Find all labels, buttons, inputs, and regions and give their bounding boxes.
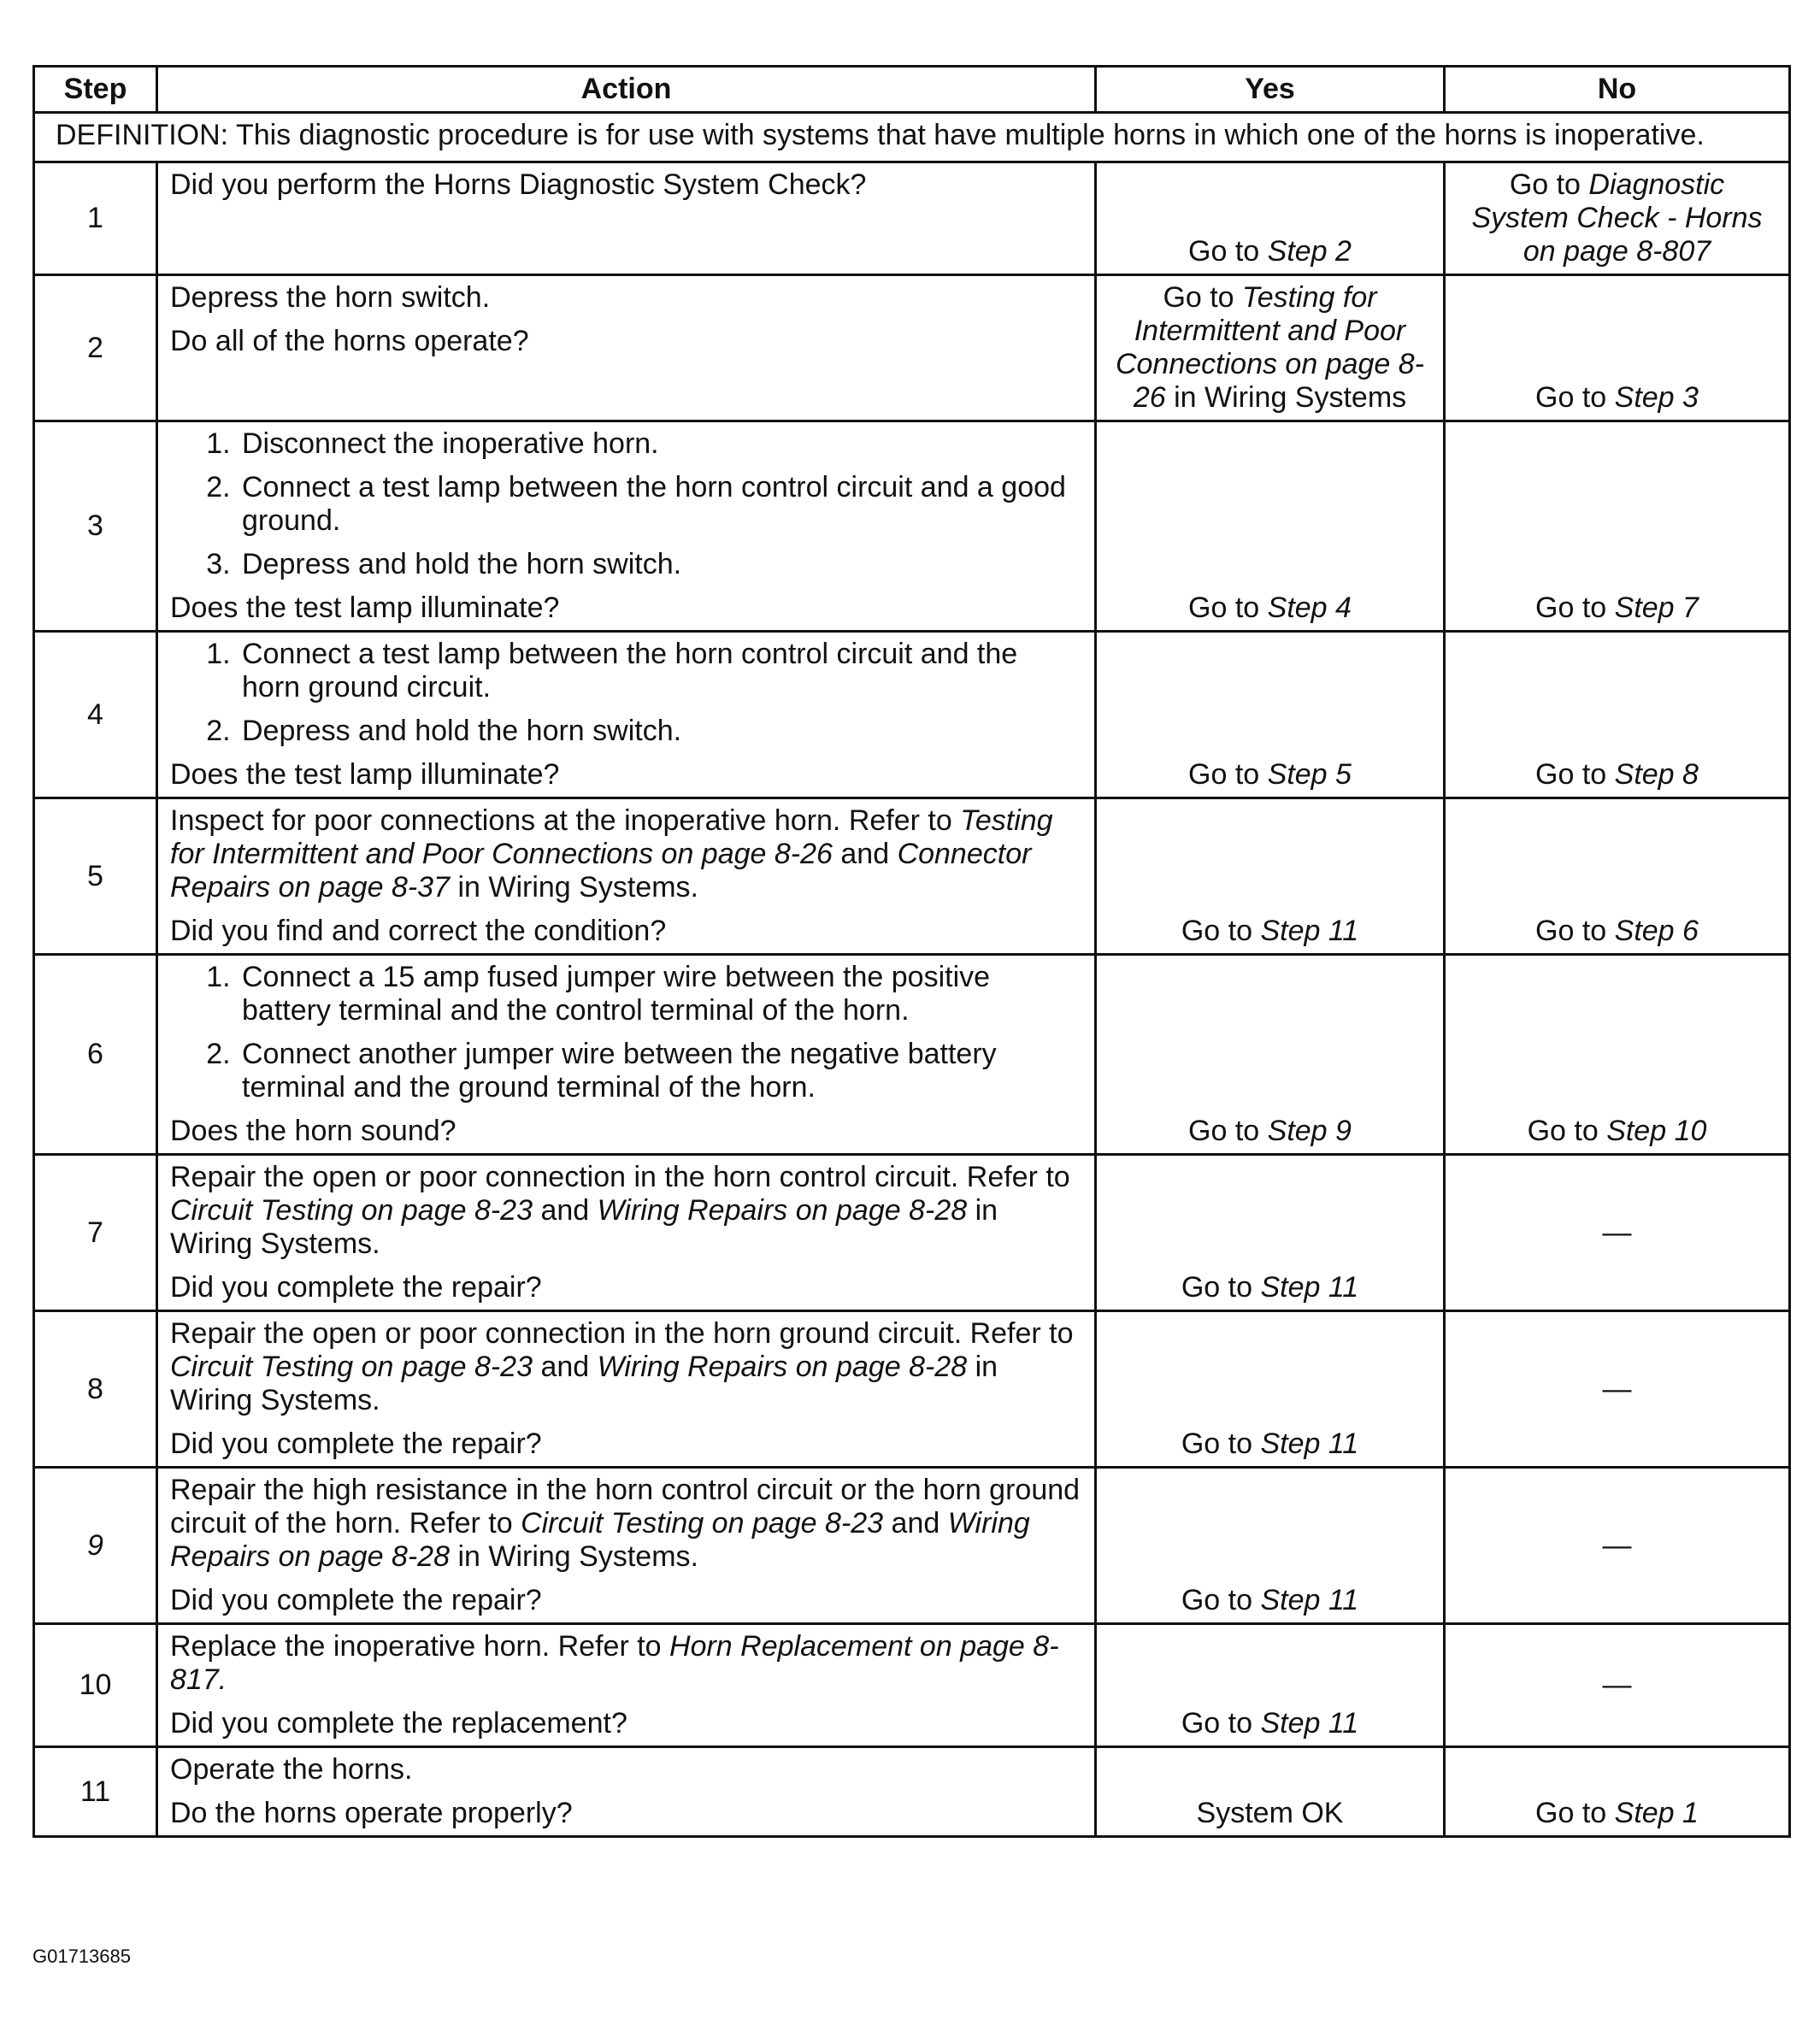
text-run: Go to bbox=[1181, 1584, 1261, 1616]
action-paragraph bbox=[170, 1707, 1082, 1740]
substep-list bbox=[170, 638, 1082, 748]
action-paragraph bbox=[170, 1271, 1082, 1304]
step-action bbox=[157, 798, 1096, 955]
step-row bbox=[34, 421, 1790, 632]
text-run: Go to bbox=[1535, 592, 1615, 624]
step-number: 3 bbox=[34, 421, 157, 632]
cross-reference: Step 3 bbox=[1614, 381, 1699, 414]
text-run: Go to bbox=[1509, 168, 1589, 201]
no-result bbox=[1445, 798, 1790, 955]
text-run: Did you complete the repair? bbox=[170, 1584, 542, 1616]
step-number: 6 bbox=[34, 955, 157, 1155]
cross-reference: Step 11 bbox=[1260, 1584, 1359, 1616]
yes-result bbox=[1096, 275, 1445, 421]
text-run: Repair the open or poor connection in the horn ground circuit. Refer to bbox=[170, 1317, 1074, 1350]
text-run: Connect a 15 amp fused jumper wire between the positive battery terminal and the control terminal of the horn. bbox=[242, 961, 991, 1027]
no-result bbox=[1445, 1155, 1790, 1311]
action-paragraph bbox=[170, 1630, 1082, 1697]
action-paragraph bbox=[170, 804, 1082, 904]
diagnostic-table-sheet bbox=[32, 65, 1788, 1838]
action-paragraph bbox=[170, 1428, 1082, 1461]
cross-reference: Connector Repairs on page 8-37 bbox=[170, 838, 1032, 904]
yes-result bbox=[1096, 955, 1445, 1155]
step-row bbox=[34, 1624, 1790, 1747]
cross-reference: Step 10 bbox=[1606, 1115, 1707, 1147]
substep-list bbox=[170, 961, 1082, 1104]
step-action bbox=[157, 1624, 1096, 1747]
cross-reference: Testing for Intermittent and Poor Connections on page 8-26 bbox=[170, 804, 1053, 870]
cross-reference: Step 6 bbox=[1614, 915, 1699, 947]
yes-result bbox=[1096, 632, 1445, 798]
step-action bbox=[157, 1747, 1096, 1837]
header-yes: Yes bbox=[1096, 67, 1445, 113]
yes-result bbox=[1096, 1747, 1445, 1837]
step-number: 4 bbox=[34, 632, 157, 798]
action-paragraph bbox=[170, 1115, 1082, 1148]
step-number: 7 bbox=[34, 1155, 157, 1311]
yes-result bbox=[1096, 162, 1445, 275]
yes-result bbox=[1096, 1155, 1445, 1311]
yes-result bbox=[1096, 421, 1445, 632]
table-header-row bbox=[34, 67, 1790, 113]
step-action bbox=[157, 1468, 1096, 1624]
step-row bbox=[34, 1747, 1790, 1837]
text-run: Disconnect the inoperative horn. bbox=[242, 427, 659, 460]
text-run: and bbox=[883, 1507, 948, 1539]
cross-reference: Wiring Repairs on page 8-28 bbox=[170, 1507, 1030, 1573]
yes-result bbox=[1096, 1311, 1445, 1468]
text-run: and bbox=[533, 1351, 598, 1383]
step-number: 8 bbox=[34, 1311, 157, 1468]
no-result bbox=[1445, 955, 1790, 1155]
no-result bbox=[1445, 1311, 1790, 1468]
text-run: Depress and hold the horn switch. bbox=[242, 548, 682, 580]
step-row bbox=[34, 162, 1790, 275]
text-run: — bbox=[1602, 1372, 1632, 1405]
text-run: Depress the horn switch. bbox=[170, 281, 491, 314]
text-run: Did you perform the Horns Diagnostic System Check? bbox=[170, 168, 867, 201]
step-number: 2 bbox=[34, 275, 157, 421]
step-action bbox=[157, 1155, 1096, 1311]
no-result bbox=[1445, 632, 1790, 798]
step-row bbox=[34, 1468, 1790, 1624]
cross-reference: Step 4 bbox=[1267, 592, 1352, 624]
header-no: No bbox=[1445, 67, 1790, 113]
action-paragraph bbox=[170, 1474, 1082, 1574]
cross-reference: Step 8 bbox=[1614, 758, 1699, 791]
header-action: Action bbox=[157, 67, 1096, 113]
action-paragraph bbox=[170, 1753, 1082, 1787]
text-run: Does the test lamp illuminate? bbox=[170, 592, 560, 624]
substep-item bbox=[239, 471, 1082, 538]
text-run: Go to bbox=[1181, 1271, 1261, 1304]
figure-id: G01713685 bbox=[32, 1946, 131, 1967]
yes-result bbox=[1096, 1468, 1445, 1624]
cross-reference: Circuit Testing on page 8-23 bbox=[521, 1507, 884, 1539]
text-run: Depress and hold the horn switch. bbox=[242, 715, 682, 747]
text-run: Go to bbox=[1163, 281, 1243, 314]
text-run: Does the horn sound? bbox=[170, 1115, 456, 1147]
substep-item bbox=[239, 638, 1082, 704]
action-paragraph bbox=[170, 915, 1082, 948]
yes-result bbox=[1096, 798, 1445, 955]
text-run: Did you complete the replacement? bbox=[170, 1707, 627, 1740]
step-number: 11 bbox=[34, 1747, 157, 1837]
cross-reference: Step 9 bbox=[1267, 1115, 1352, 1147]
action-paragraph bbox=[170, 1797, 1082, 1830]
text-run: Did you find and correct the condition? bbox=[170, 915, 667, 947]
text-run: Go to bbox=[1535, 758, 1615, 791]
no-result bbox=[1445, 275, 1790, 421]
step-action bbox=[157, 632, 1096, 798]
action-paragraph bbox=[170, 592, 1082, 625]
action-paragraph bbox=[170, 758, 1082, 792]
substep-item bbox=[239, 427, 1082, 461]
substep-list bbox=[170, 427, 1082, 581]
text-run: and bbox=[533, 1194, 598, 1227]
action-paragraph bbox=[170, 1584, 1082, 1617]
step-action bbox=[157, 955, 1096, 1155]
cross-reference: Step 11 bbox=[1260, 915, 1359, 947]
text-run: Replace the inoperative horn. Refer to bbox=[170, 1630, 670, 1663]
text-run: Connect a test lamp between the horn control circuit and a good ground. bbox=[242, 471, 1066, 537]
substep-item bbox=[239, 548, 1082, 581]
text-run: and bbox=[832, 838, 898, 870]
text-run: Repair the open or poor connection in the horn control circuit. Refer to bbox=[170, 1161, 1070, 1193]
text-run: Inspect for poor connections at the inoperative horn. Refer to bbox=[170, 804, 961, 837]
step-row bbox=[34, 955, 1790, 1155]
cross-reference: Step 7 bbox=[1614, 592, 1699, 624]
step-number: 9 bbox=[34, 1468, 157, 1624]
text-run: Go to bbox=[1188, 1115, 1268, 1147]
step-row bbox=[34, 1311, 1790, 1468]
text-run: in Wiring Systems. bbox=[170, 1351, 998, 1416]
text-run: in Wiring Systems. bbox=[450, 1540, 698, 1573]
text-run: Connect another jumper wire between the negative battery terminal and the ground terminal of the horn. bbox=[242, 1038, 997, 1104]
text-run: in Wiring Systems bbox=[1165, 381, 1407, 414]
step-action bbox=[157, 275, 1096, 421]
cross-reference: Wiring Repairs on page 8-28 bbox=[597, 1351, 968, 1383]
substep-item bbox=[239, 715, 1082, 748]
step-number: 5 bbox=[34, 798, 157, 955]
no-result bbox=[1445, 1624, 1790, 1747]
substep-item bbox=[239, 961, 1082, 1027]
text-run: — bbox=[1602, 1528, 1632, 1562]
header-step: Step bbox=[34, 67, 157, 113]
cross-reference: Horn Replacement on page 8-817. bbox=[170, 1630, 1059, 1696]
cross-reference: Step 1 bbox=[1614, 1797, 1699, 1829]
step-action bbox=[157, 162, 1096, 275]
text-run: in Wiring Systems. bbox=[450, 871, 698, 904]
text-run: Go to bbox=[1535, 915, 1615, 947]
definition-text: DEFINITION: This diagnostic procedure is for use with systems that have multiple horns in which one of the horns is inoperative. bbox=[34, 113, 1790, 162]
step-action bbox=[157, 421, 1096, 632]
definition-row bbox=[34, 113, 1790, 162]
text-run: Go to bbox=[1188, 592, 1268, 624]
cross-reference: Circuit Testing on page 8-23 bbox=[170, 1194, 533, 1227]
no-result bbox=[1445, 421, 1790, 632]
action-paragraph bbox=[170, 1161, 1082, 1261]
cross-reference: Step 5 bbox=[1267, 758, 1352, 791]
text-run: System OK bbox=[1196, 1797, 1344, 1829]
action-paragraph bbox=[170, 281, 1082, 315]
text-run: — bbox=[1602, 1669, 1632, 1701]
substep-item bbox=[239, 1038, 1082, 1104]
step-row bbox=[34, 632, 1790, 798]
cross-reference: Diagnostic System Check - Horns on page 8-807 bbox=[1471, 168, 1763, 268]
cross-reference: Wiring Repairs on page 8-28 bbox=[597, 1194, 968, 1227]
no-result bbox=[1445, 1468, 1790, 1624]
step-number: 1 bbox=[34, 162, 157, 275]
text-run: Did you complete the repair? bbox=[170, 1428, 542, 1460]
text-run: Did you complete the repair? bbox=[170, 1271, 542, 1304]
no-result bbox=[1445, 1747, 1790, 1837]
text-run: Go to bbox=[1188, 235, 1268, 268]
cross-reference: Circuit Testing on page 8-23 bbox=[170, 1351, 533, 1383]
text-run: Do the horns operate properly? bbox=[170, 1797, 573, 1829]
no-result bbox=[1445, 162, 1790, 275]
cross-reference: Step 11 bbox=[1260, 1707, 1359, 1740]
text-run: Does the test lamp illuminate? bbox=[170, 758, 560, 791]
step-row bbox=[34, 275, 1790, 421]
step-number: 10 bbox=[34, 1624, 157, 1747]
text-run: Go to bbox=[1535, 381, 1615, 414]
cross-reference: Step 2 bbox=[1267, 235, 1352, 268]
step-row bbox=[34, 798, 1790, 955]
text-run: Connect a test lamp between the horn control circuit and the horn ground circuit. bbox=[242, 638, 1018, 703]
text-run: in Wiring Systems. bbox=[170, 1194, 998, 1260]
text-run: Go to bbox=[1188, 758, 1268, 791]
text-run: Repair the high resistance in the horn control circuit or the horn ground circuit of the horn. Refer to bbox=[170, 1474, 1081, 1539]
text-run: Go to bbox=[1181, 1707, 1261, 1740]
table-body bbox=[34, 113, 1790, 1837]
action-paragraph bbox=[170, 168, 1082, 202]
cross-reference: Testing for Intermittent and Poor Connections on page 8-26 bbox=[1115, 281, 1425, 414]
text-run: — bbox=[1602, 1216, 1632, 1249]
yes-result bbox=[1096, 1624, 1445, 1747]
text-run: Go to bbox=[1527, 1115, 1607, 1147]
action-paragraph bbox=[170, 325, 1082, 358]
cross-reference: Step 11 bbox=[1260, 1271, 1359, 1304]
step-row bbox=[34, 1155, 1790, 1311]
text-run: Go to bbox=[1181, 1428, 1261, 1460]
action-paragraph bbox=[170, 1317, 1082, 1417]
step-action bbox=[157, 1311, 1096, 1468]
cross-reference: Step 11 bbox=[1260, 1428, 1359, 1460]
text-run: Do all of the horns operate? bbox=[170, 325, 529, 357]
diagnostic-table bbox=[32, 65, 1791, 1838]
text-run: Go to bbox=[1535, 1797, 1615, 1829]
text-run: Operate the horns. bbox=[170, 1753, 413, 1786]
text-run: Go to bbox=[1181, 915, 1261, 947]
